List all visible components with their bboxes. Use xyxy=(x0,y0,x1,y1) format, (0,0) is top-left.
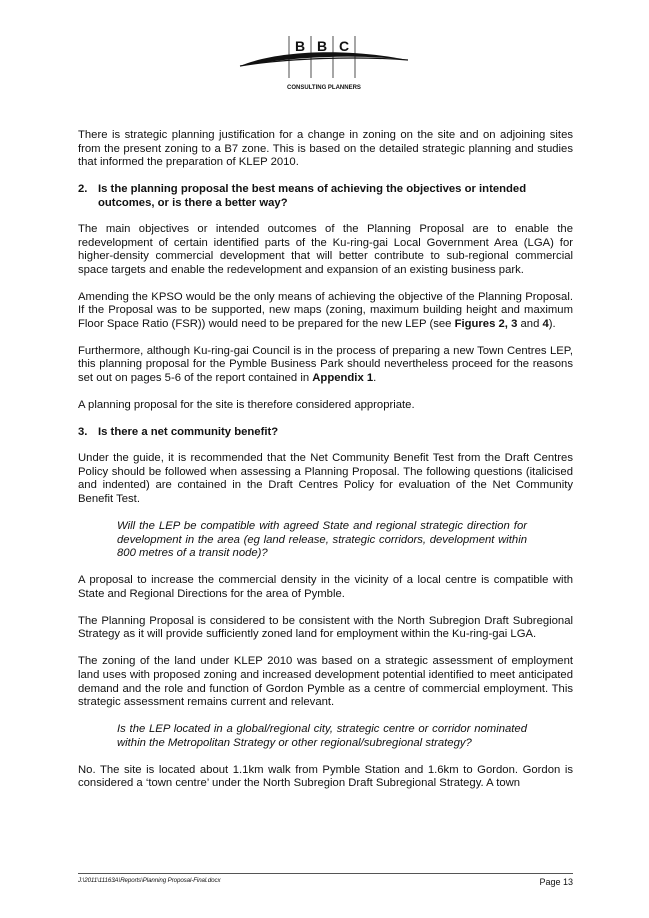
file-path: J:\2011\11163A\Reports\Planning Proposal-Final.docx xyxy=(78,877,221,884)
question-number: 3. xyxy=(78,426,88,439)
quote-global-regional-city: Is the LEP located in a global/regional city, strategic centre or corridor nominated within the Metropolitan Strategy or other regional/subregional strategy? xyxy=(117,723,527,749)
logo-letter-2: B xyxy=(316,38,328,54)
logo-letter-3: C xyxy=(338,38,350,54)
paragraph-text: Amending the KPSO would be the only means of achieving the objective of the Planning Proposal. If the Proposal was to be supported, new maps (zoning, maximum building height and maximum Floor Space Ratio (FSR)) would need to be prepared for the new LEP (see xyxy=(78,290,573,330)
paragraph-klep-zoning: The zoning of the land under KLEP 2010 was based on a strategic assessment of employment land uses with proposed zoning and increased development potential identified to meet anticipated demand and the role and function of Gordon Pymble as a centre of commercial employment. This strategic assessment remains current and relevant. xyxy=(78,655,573,709)
paragraph-subregional-strategy: The Planning Proposal is considered to be consistent with the North Subregion Draft Subregional Strategy as it will provide sufficiently zoned land for employment within the Ku-ring-gai LGA. xyxy=(78,614,573,641)
figure-4-reference: 4 xyxy=(542,317,549,330)
logo-letter-1: B xyxy=(294,38,306,54)
logo-tagline: CONSULTING PLANNERS xyxy=(287,85,361,91)
closing-text: . xyxy=(373,372,377,385)
paragraph-guide: Under the guide, it is recommended that the Net Community Benefit Test from the Draft Centres Policy should be followed when assessing a Planning Proposal. The following questions (italicised and indented) are contained in the Draft Centres Policy for evaluation of the Net Community Benefit Test. xyxy=(78,452,573,506)
question-heading-3 xyxy=(78,426,573,440)
document-body xyxy=(78,129,573,804)
paragraph-amending-kpso xyxy=(78,291,573,332)
paragraph-site-location: No. The site is located about 1.1km walk from Pymble Station and 1.6km to Gordon. Gordon is considered a ‘town centre’ under the North Subregion Draft Subregional Strategy. A town xyxy=(78,763,573,790)
question-text: Is the planning proposal the best means of achieving the objectives or intended outcomes, or is there a better way? xyxy=(98,183,527,209)
bbc-logo-graphic xyxy=(238,34,410,92)
page-number: Page 13 xyxy=(539,877,573,887)
quote-strategic-direction: Will the LEP be compatible with agreed State and regional strategic direction for development in the area (eg land release, strategic corridors, development within 800 metres of a transit node)? xyxy=(117,520,527,560)
paragraph-appropriate: A planning proposal for the site is therefore considered appropriate. xyxy=(78,399,415,412)
page-footer xyxy=(78,873,573,887)
question-heading-2 xyxy=(78,183,573,210)
paragraph-strategic-justification: There is strategic planning justification for a change in zoning on the site and on adjoining sites from the present zoning to a B7 zone. This is based on the detailed strategic planning and studies that informed the preparation of KLEP 2010. xyxy=(78,129,573,169)
question-number: 2. xyxy=(78,183,88,196)
appendix-reference: Appendix 1 xyxy=(312,372,374,385)
closing-text: ). xyxy=(548,317,556,330)
paragraph-text: Furthermore, although Ku-ring-gai Council is in the process of preparing a new Town Centres LEP, this planning proposal for the Pymble Business Park should nevertheless proceed for the reasons set out on pages 5-6 of the report contained in xyxy=(78,344,573,385)
bbc-logo xyxy=(238,34,410,92)
paragraph-town-centres-lep xyxy=(78,345,573,386)
question-text: Is there a net community benefit? xyxy=(98,426,279,439)
conjunction-text: and xyxy=(517,317,543,330)
paragraph-main-objectives: The main objectives or intended outcomes of the Planning Proposal are to enable the redevelopment of certain identified parts of the Ku-ring-gai Local Government Area (LGA) for higher-density commercial development that will better contribute to sub-regional commercial space targets and enable the redevelopment and expansion of an existing business park. xyxy=(78,222,573,276)
paragraph-commercial-density: A proposal to increase the commercial density in the vicinity of a local centre is compatible with State and Regional Directions for the area of Pymble. xyxy=(78,574,573,600)
figures-reference: Figures 2, 3 xyxy=(454,317,518,330)
